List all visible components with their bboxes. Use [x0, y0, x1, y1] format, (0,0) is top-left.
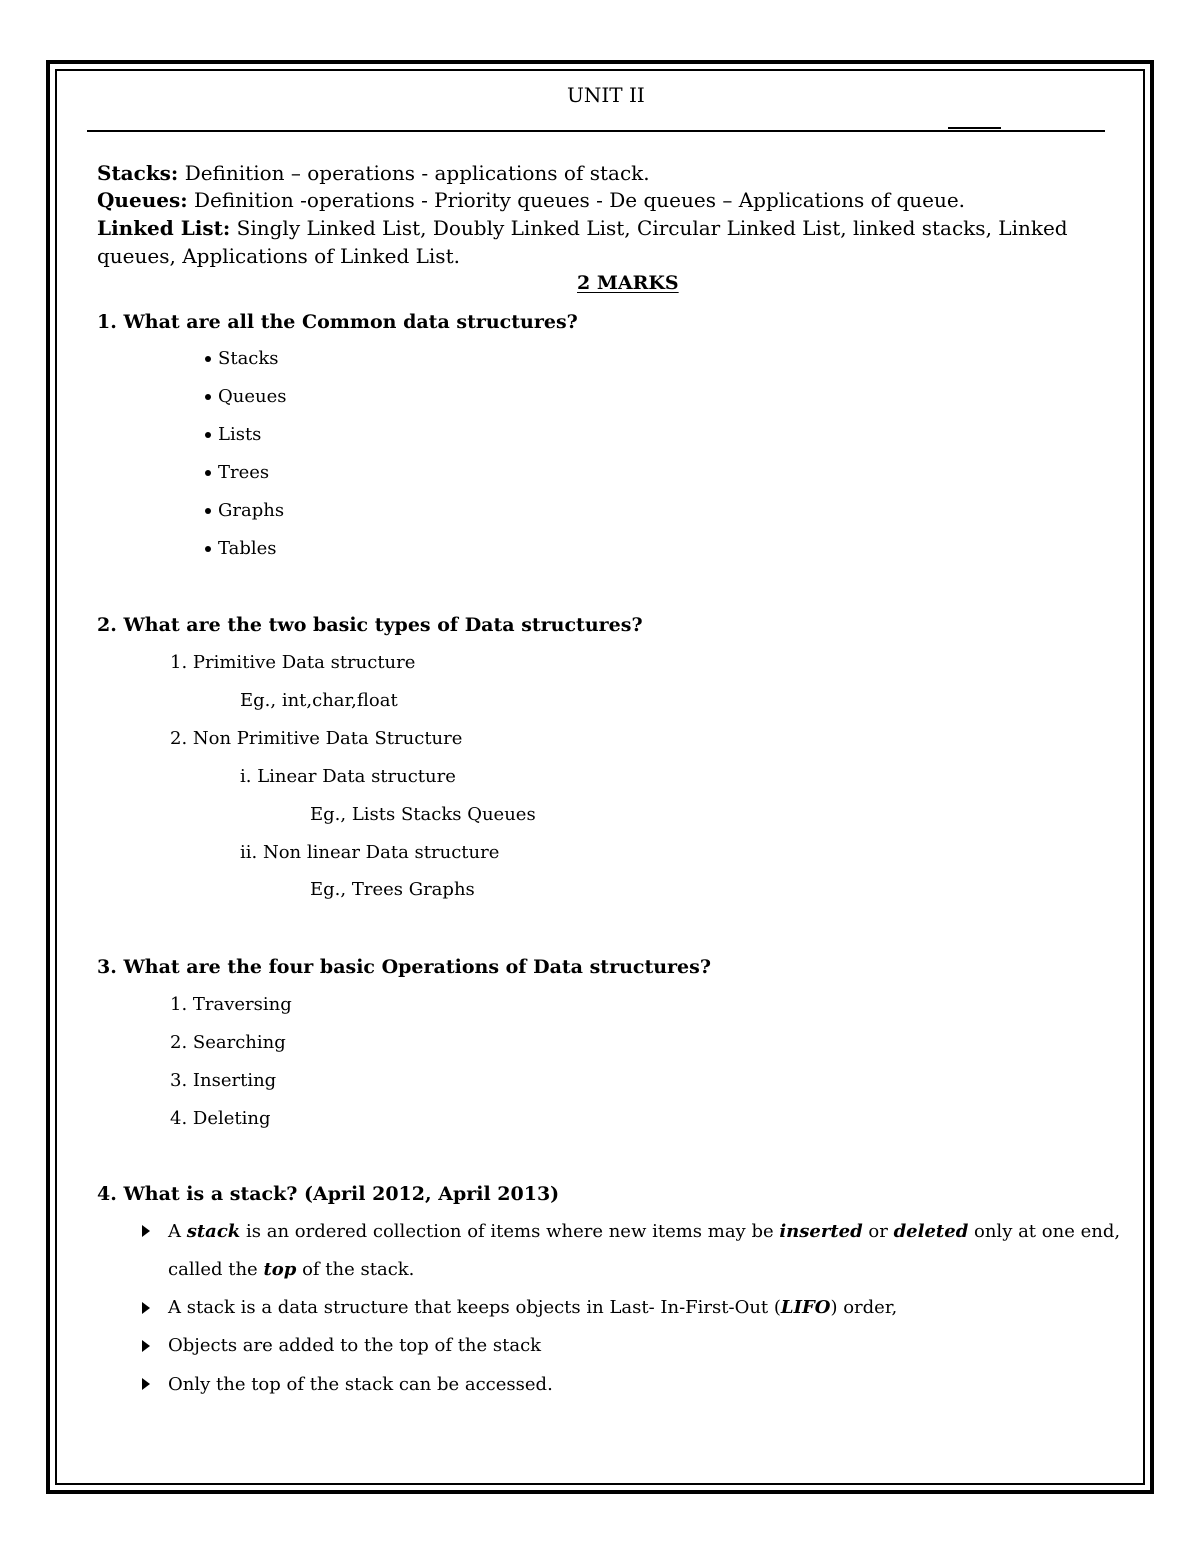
syllabus-queues-line — [97, 188, 965, 212]
list-item: 2. Non Primitive Data Structure — [170, 728, 463, 749]
bullet-icon — [205, 356, 211, 362]
term-top: top — [263, 1259, 297, 1280]
stack-definition-line-1 — [168, 1220, 1120, 1244]
list-item: 3. Inserting — [170, 1070, 277, 1091]
arrow-bullet-icon — [142, 1302, 150, 1314]
text-run: or — [862, 1221, 894, 1242]
bullet-icon — [205, 432, 211, 438]
linked-label: Linked List: — [97, 216, 231, 240]
list-item: Stacks — [218, 348, 279, 369]
text-run: of the stack. — [296, 1259, 415, 1280]
list-item: ii. Non linear Data structure — [240, 842, 500, 863]
section-title: 2 MARKS — [577, 272, 679, 294]
list-item: Lists — [218, 424, 262, 445]
queues-text: Definition -operations - Priority queues - De queues – Applications of queue. — [193, 188, 966, 212]
bullet-icon — [205, 508, 211, 514]
text-run: A — [168, 1221, 187, 1242]
text-run: only at one end, — [968, 1221, 1121, 1242]
list-item: i. Linear Data structure — [240, 766, 456, 787]
question-3: 3. What are the four basic Operations of Data structures? — [97, 956, 711, 978]
syllabus-stacks-line — [97, 161, 650, 185]
text-run: called the — [168, 1259, 264, 1280]
list-item: 2. Searching — [170, 1032, 286, 1053]
term-inserted: inserted — [779, 1221, 863, 1242]
question-4: 4. What is a stack? (April 2012, April 2013) — [97, 1183, 560, 1205]
bullet-icon — [205, 546, 211, 552]
list-item: Tables — [218, 538, 277, 559]
example-text: Eg., int,char,float — [240, 690, 398, 711]
syllabus-linked-line-2: queues, Applications of Linked List. — [97, 244, 460, 268]
stack-lifo-line — [168, 1296, 897, 1320]
syllabus-linked-line — [97, 216, 1068, 240]
question-1: 1. What are all the Common data structures? — [97, 311, 578, 333]
stacks-text: Definition – operations - applications of stack. — [184, 161, 650, 185]
linked-text-1: Singly Linked List, Doubly Linked List, Circular Linked List, linked stacks, Linked — [236, 216, 1068, 240]
stack-definition-line-2 — [168, 1258, 414, 1282]
arrow-bullet-icon — [142, 1340, 150, 1352]
header-rule-accent — [948, 127, 1001, 129]
stacks-label: Stacks: — [97, 161, 179, 185]
term-deleted: deleted — [893, 1221, 969, 1242]
term-lifo: LIFO — [780, 1297, 831, 1318]
stack-access-line: Only the top of the stack can be accessed. — [168, 1374, 553, 1395]
term-stack: stack — [186, 1221, 241, 1242]
arrow-bullet-icon — [142, 1225, 150, 1237]
arrow-bullet-icon — [142, 1378, 150, 1390]
example-text: Eg., Trees Graphs — [310, 879, 475, 900]
question-2: 2. What are the two basic types of Data structures? — [97, 614, 643, 636]
bullet-icon — [205, 470, 211, 476]
list-item: Trees — [218, 462, 270, 483]
text-run: ) order, — [830, 1297, 898, 1318]
bullet-icon — [205, 394, 211, 400]
stack-added-line: Objects are added to the top of the stack — [168, 1335, 542, 1356]
list-item: Graphs — [218, 500, 285, 521]
text-run: A stack is a data structure that keeps objects in Last- In-First-Out ( — [168, 1297, 781, 1318]
unit-title: UNIT II — [567, 83, 645, 107]
list-item: Queues — [218, 386, 287, 407]
list-item: 1. Traversing — [170, 994, 292, 1015]
queues-label: Queues: — [97, 188, 188, 212]
list-item: 4. Deleting — [170, 1108, 271, 1129]
header-rule — [87, 130, 1105, 132]
list-item: 1. Primitive Data structure — [170, 652, 416, 673]
text-run: is an ordered collection of items where new items may be — [240, 1221, 780, 1242]
example-text: Eg., Lists Stacks Queues — [310, 804, 536, 825]
